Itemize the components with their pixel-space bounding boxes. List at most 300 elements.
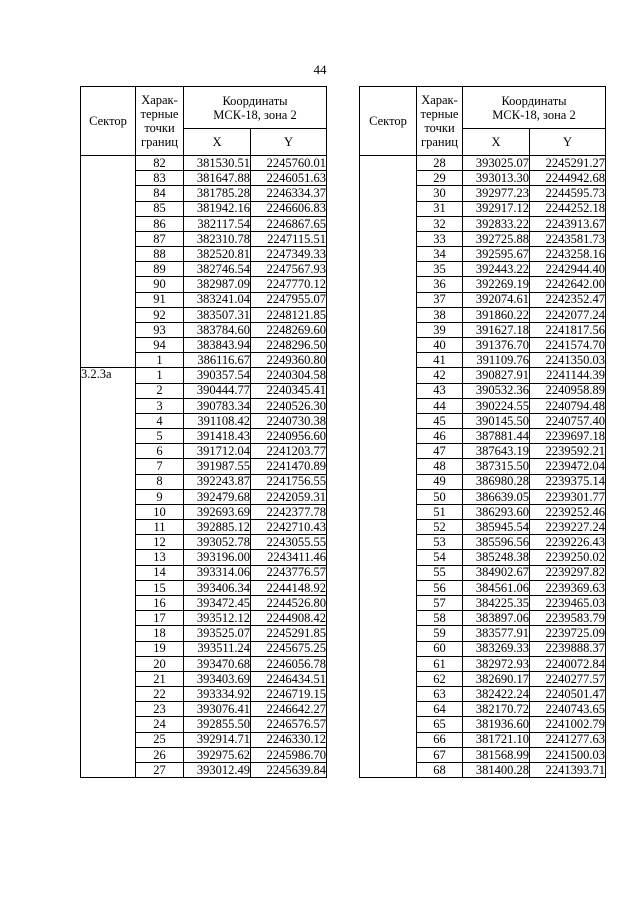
cell-y: 2244908.42 — [251, 611, 327, 626]
header-points-line: точки — [144, 121, 175, 135]
table-row — [81, 702, 327, 717]
cell-x: 393052.78 — [184, 535, 251, 550]
cell-point: 65 — [417, 717, 463, 732]
cell-y: 2239375.14 — [530, 474, 606, 489]
table-row — [81, 732, 327, 747]
cell-x: 382117.54 — [184, 216, 251, 231]
cell-sector — [360, 702, 417, 717]
cell-y: 2240757.40 — [530, 413, 606, 428]
cell-x: 382310.78 — [184, 231, 251, 246]
cell-y: 2239472.04 — [530, 459, 606, 474]
cell-y: 2245986.70 — [251, 747, 327, 762]
table-row — [81, 307, 327, 322]
cell-x: 393334.92 — [184, 687, 251, 702]
cell-sector — [360, 429, 417, 444]
cell-x: 391860.22 — [463, 307, 530, 322]
cell-point: 10 — [136, 504, 184, 519]
cell-x: 393403.69 — [184, 671, 251, 686]
table-row — [360, 504, 606, 519]
cell-point: 67 — [417, 747, 463, 762]
cell-x: 381647.88 — [184, 171, 251, 186]
cell-x: 393511.24 — [184, 641, 251, 656]
header-points-line: точки — [424, 121, 455, 135]
cell-point: 47 — [417, 444, 463, 459]
cell-x: 391108.42 — [184, 413, 251, 428]
cell-y: 2248121.85 — [251, 307, 327, 322]
cell-sector — [81, 216, 136, 231]
cell-point: 38 — [417, 307, 463, 322]
cell-point: 48 — [417, 459, 463, 474]
cell-y: 2240072.84 — [530, 656, 606, 671]
cell-sector — [81, 641, 136, 656]
cell-point: 84 — [136, 186, 184, 201]
cell-sector — [81, 474, 136, 489]
cell-point: 45 — [417, 413, 463, 428]
cell-y: 2244148.92 — [251, 580, 327, 595]
cell-sector — [81, 687, 136, 702]
cell-y: 2246642.27 — [251, 702, 327, 717]
cell-x: 391987.55 — [184, 459, 251, 474]
cell-point: 43 — [417, 383, 463, 398]
table-row — [360, 398, 606, 413]
cell-x: 381936.60 — [463, 717, 530, 732]
cell-sector — [360, 413, 417, 428]
cell-sector — [360, 626, 417, 641]
table-row — [360, 171, 606, 186]
cell-y: 2240743.65 — [530, 702, 606, 717]
table-row — [81, 459, 327, 474]
cell-x: 382422.24 — [463, 687, 530, 702]
cell-point: 50 — [417, 489, 463, 504]
cell-point: 19 — [136, 641, 184, 656]
cell-sector — [81, 626, 136, 641]
table-row — [360, 186, 606, 201]
cell-y: 2242710.43 — [251, 520, 327, 535]
cell-y: 2240345.41 — [251, 383, 327, 398]
table-row — [360, 231, 606, 246]
cell-x: 392975.62 — [184, 747, 251, 762]
header-x: X — [184, 129, 251, 156]
cell-point: 16 — [136, 595, 184, 610]
table-row — [360, 595, 606, 610]
table-row — [81, 550, 327, 565]
cell-point: 7 — [136, 459, 184, 474]
cell-sector — [360, 565, 417, 580]
cell-y: 2247567.93 — [251, 262, 327, 277]
table-row — [81, 474, 327, 489]
cell-point: 55 — [417, 565, 463, 580]
cell-y: 2239252.46 — [530, 504, 606, 519]
cell-point: 11 — [136, 520, 184, 535]
table-row — [81, 747, 327, 762]
table-row — [81, 565, 327, 580]
cell-point: 63 — [417, 687, 463, 702]
cell-point: 87 — [136, 231, 184, 246]
cell-x: 390224.55 — [463, 398, 530, 413]
cell-y: 2239592.21 — [530, 444, 606, 459]
cell-y: 2239697.18 — [530, 429, 606, 444]
coordinates-table-left — [80, 86, 327, 778]
table-row — [360, 322, 606, 337]
cell-sector — [81, 307, 136, 322]
cell-x: 393525.07 — [184, 626, 251, 641]
header-y: Y — [251, 129, 327, 156]
cell-y: 2240526.30 — [251, 398, 327, 413]
table-row — [81, 671, 327, 686]
table-row — [81, 535, 327, 550]
cell-sector — [81, 413, 136, 428]
cell-point: 39 — [417, 322, 463, 337]
cell-x: 393406.34 — [184, 580, 251, 595]
header-coordinates-line: МСК-18, зона 2 — [492, 107, 576, 122]
cell-sector — [81, 762, 136, 777]
cell-point: 46 — [417, 429, 463, 444]
header-points — [136, 87, 184, 156]
cell-point: 42 — [417, 368, 463, 383]
cell-sector — [360, 520, 417, 535]
cell-x: 381785.28 — [184, 186, 251, 201]
cell-x: 381942.16 — [184, 201, 251, 216]
cell-sector — [360, 368, 417, 383]
table-row — [360, 383, 606, 398]
cell-x: 382987.09 — [184, 277, 251, 292]
cell-sector: 3.2.3а — [81, 368, 136, 383]
cell-y: 2246051.63 — [251, 171, 327, 186]
cell-point: 14 — [136, 565, 184, 580]
table-row — [360, 156, 606, 171]
cell-sector — [81, 520, 136, 535]
cell-sector — [81, 504, 136, 519]
cell-point: 41 — [417, 353, 463, 368]
cell-sector — [81, 459, 136, 474]
cell-sector — [360, 687, 417, 702]
cell-y: 2239227.24 — [530, 520, 606, 535]
table-row — [360, 292, 606, 307]
header-points-line: границ — [421, 135, 458, 149]
cell-y: 2240956.60 — [251, 429, 327, 444]
cell-point: 8 — [136, 474, 184, 489]
cell-point: 2 — [136, 383, 184, 398]
cell-x: 390783.34 — [184, 398, 251, 413]
table-body-right — [360, 156, 606, 778]
cell-point: 25 — [136, 732, 184, 747]
cell-x: 393512.12 — [184, 611, 251, 626]
header-coordinates — [184, 87, 327, 129]
cell-sector — [81, 747, 136, 762]
table-row — [360, 444, 606, 459]
cell-y: 2246330.12 — [251, 732, 327, 747]
cell-y: 2239297.82 — [530, 565, 606, 580]
cell-sector — [360, 732, 417, 747]
cell-y: 2243776.57 — [251, 565, 327, 580]
cell-x: 381400.28 — [463, 762, 530, 777]
cell-y: 2240958.89 — [530, 383, 606, 398]
table-row — [81, 383, 327, 398]
header-sector: Сектор — [81, 87, 136, 156]
table-row — [81, 504, 327, 519]
table-row — [81, 201, 327, 216]
cell-point: 31 — [417, 201, 463, 216]
cell-x: 383577.91 — [463, 626, 530, 641]
cell-sector — [81, 186, 136, 201]
cell-y: 2246434.51 — [251, 671, 327, 686]
cell-x: 390357.54 — [184, 368, 251, 383]
cell-point: 26 — [136, 747, 184, 762]
cell-point: 49 — [417, 474, 463, 489]
cell-y: 2241817.56 — [530, 322, 606, 337]
cell-x: 385596.56 — [463, 535, 530, 550]
cell-y: 2239226.43 — [530, 535, 606, 550]
cell-point: 85 — [136, 201, 184, 216]
cell-sector — [360, 353, 417, 368]
cell-y: 2241277.63 — [530, 732, 606, 747]
cell-x: 391418.43 — [184, 429, 251, 444]
cell-sector — [360, 535, 417, 550]
cell-sector — [360, 398, 417, 413]
cell-sector — [81, 156, 136, 171]
table-row — [360, 413, 606, 428]
cell-x: 382690.17 — [463, 671, 530, 686]
cell-point: 62 — [417, 671, 463, 686]
table-row — [360, 489, 606, 504]
cell-x: 393314.06 — [184, 565, 251, 580]
table-row — [81, 322, 327, 337]
cell-x: 393472.45 — [184, 595, 251, 610]
cell-x: 392977.23 — [463, 186, 530, 201]
table-row — [81, 580, 327, 595]
table-row — [360, 611, 606, 626]
table-row — [360, 550, 606, 565]
cell-y: 2246056.78 — [251, 656, 327, 671]
table-row — [360, 338, 606, 353]
cell-x: 381530.51 — [184, 156, 251, 171]
cell-y: 2242944.40 — [530, 262, 606, 277]
cell-x: 385945.54 — [463, 520, 530, 535]
cell-sector — [360, 489, 417, 504]
cell-y: 2244252.18 — [530, 201, 606, 216]
cell-point: 22 — [136, 687, 184, 702]
cell-y: 2242377.78 — [251, 504, 327, 519]
cell-y: 2241144.39 — [530, 368, 606, 383]
cell-x: 385248.38 — [463, 550, 530, 565]
cell-point: 1 — [136, 368, 184, 383]
cell-x: 387643.19 — [463, 444, 530, 459]
cell-sector — [81, 353, 136, 368]
table-row — [360, 641, 606, 656]
cell-x: 393013.30 — [463, 171, 530, 186]
cell-point: 37 — [417, 292, 463, 307]
table-row — [360, 762, 606, 777]
cell-sector — [360, 762, 417, 777]
cell-x: 383241.04 — [184, 292, 251, 307]
cell-x: 382746.54 — [184, 262, 251, 277]
table-row — [81, 520, 327, 535]
table-row — [81, 262, 327, 277]
cell-sector — [81, 398, 136, 413]
cell-sector — [81, 338, 136, 353]
cell-sector — [360, 322, 417, 337]
cell-point: 6 — [136, 444, 184, 459]
table-row — [81, 231, 327, 246]
cell-y: 2246334.37 — [251, 186, 327, 201]
cell-y: 2241002.79 — [530, 717, 606, 732]
table-row — [360, 565, 606, 580]
cell-x: 393012.49 — [184, 762, 251, 777]
cell-y: 2246576.57 — [251, 717, 327, 732]
cell-y: 2242352.47 — [530, 292, 606, 307]
cell-point: 30 — [417, 186, 463, 201]
cell-y: 2248296.50 — [251, 338, 327, 353]
table-row — [81, 353, 327, 368]
table-row — [81, 368, 327, 383]
cell-point: 54 — [417, 550, 463, 565]
table-row — [81, 626, 327, 641]
cell-y: 2242059.31 — [251, 489, 327, 504]
cell-y: 2243258.16 — [530, 247, 606, 262]
table-row — [360, 307, 606, 322]
cell-sector — [360, 671, 417, 686]
table-row — [81, 429, 327, 444]
cell-sector — [81, 444, 136, 459]
cell-sector — [360, 383, 417, 398]
cell-point: 3 — [136, 398, 184, 413]
cell-sector — [81, 732, 136, 747]
cell-x: 392693.69 — [184, 504, 251, 519]
cell-sector — [81, 383, 136, 398]
header-points-line: Харак- — [141, 93, 178, 107]
cell-point: 35 — [417, 262, 463, 277]
cell-y: 2240794.48 — [530, 398, 606, 413]
cell-y: 2241350.03 — [530, 353, 606, 368]
page-number: 44 — [313, 62, 327, 77]
table-row — [360, 201, 606, 216]
cell-sector — [81, 292, 136, 307]
cell-x: 392479.68 — [184, 489, 251, 504]
cell-x: 390444.77 — [184, 383, 251, 398]
table-row — [360, 626, 606, 641]
cell-sector — [360, 156, 417, 171]
table-row — [81, 611, 327, 626]
header-sector: Сектор — [360, 87, 417, 156]
cell-point: 64 — [417, 702, 463, 717]
cell-x: 386639.05 — [463, 489, 530, 504]
cell-x: 387315.50 — [463, 459, 530, 474]
cell-y: 2245291.85 — [251, 626, 327, 641]
table-row — [360, 702, 606, 717]
table-row — [81, 186, 327, 201]
cell-x: 381721.10 — [463, 732, 530, 747]
cell-sector — [81, 611, 136, 626]
cell-x: 392855.50 — [184, 717, 251, 732]
table-header — [360, 87, 606, 156]
cell-y: 2242077.24 — [530, 307, 606, 322]
cell-point: 94 — [136, 338, 184, 353]
cell-sector — [360, 171, 417, 186]
table-row — [81, 656, 327, 671]
cell-sector — [360, 186, 417, 201]
table-row — [360, 459, 606, 474]
cell-x: 392725.88 — [463, 231, 530, 246]
cell-y: 2247115.51 — [251, 231, 327, 246]
cell-point: 27 — [136, 762, 184, 777]
cell-x: 383269.33 — [463, 641, 530, 656]
table-row — [81, 444, 327, 459]
cell-x: 392917.12 — [463, 201, 530, 216]
cell-point: 90 — [136, 277, 184, 292]
cell-y: 2249360.80 — [251, 353, 327, 368]
cell-point: 68 — [417, 762, 463, 777]
cell-sector — [81, 262, 136, 277]
cell-y: 2246719.15 — [251, 687, 327, 702]
cell-point: 24 — [136, 717, 184, 732]
cell-sector — [360, 550, 417, 565]
cell-y: 2246867.65 — [251, 216, 327, 231]
cell-x: 392243.87 — [184, 474, 251, 489]
header-coordinates — [463, 87, 606, 129]
cell-point: 21 — [136, 671, 184, 686]
cell-x: 383897.06 — [463, 611, 530, 626]
table-row — [81, 156, 327, 171]
cell-x: 383507.31 — [184, 307, 251, 322]
cell-point: 44 — [417, 398, 463, 413]
cell-x: 382170.72 — [463, 702, 530, 717]
header-points-line: границ — [141, 135, 178, 149]
cell-y: 2239888.37 — [530, 641, 606, 656]
cell-x: 393076.41 — [184, 702, 251, 717]
cell-x: 383784.60 — [184, 322, 251, 337]
table-row — [360, 671, 606, 686]
cell-sector — [81, 429, 136, 444]
cell-x: 391376.70 — [463, 338, 530, 353]
cell-x: 382972.93 — [463, 656, 530, 671]
cell-y: 2247770.12 — [251, 277, 327, 292]
cell-x: 386116.67 — [184, 353, 251, 368]
table-row — [360, 277, 606, 292]
cell-sector — [81, 489, 136, 504]
cell-point: 12 — [136, 535, 184, 550]
cell-point: 66 — [417, 732, 463, 747]
cell-sector — [360, 216, 417, 231]
table-row — [81, 216, 327, 231]
table-row — [360, 368, 606, 383]
cell-y: 2241574.70 — [530, 338, 606, 353]
table-row — [360, 353, 606, 368]
cell-y: 2241393.71 — [530, 762, 606, 777]
table-row — [81, 338, 327, 353]
cell-sector — [360, 201, 417, 216]
cell-sector — [360, 231, 417, 246]
header-coordinates-line: МСК-18, зона 2 — [213, 107, 297, 122]
cell-sector — [360, 717, 417, 732]
cell-sector — [81, 201, 136, 216]
cell-x: 384225.35 — [463, 595, 530, 610]
cell-y: 2240277.57 — [530, 671, 606, 686]
cell-y: 2239250.02 — [530, 550, 606, 565]
cell-sector — [81, 322, 136, 337]
cell-sector — [360, 262, 417, 277]
cell-x: 391109.76 — [463, 353, 530, 368]
cell-point: 29 — [417, 171, 463, 186]
cell-point: 51 — [417, 504, 463, 519]
cell-x: 392885.12 — [184, 520, 251, 535]
cell-sector — [360, 338, 417, 353]
header-points — [417, 87, 463, 156]
cell-y: 2239583.79 — [530, 611, 606, 626]
cell-y: 2240730.38 — [251, 413, 327, 428]
table-row — [360, 474, 606, 489]
cell-sector — [360, 292, 417, 307]
table-row — [360, 656, 606, 671]
